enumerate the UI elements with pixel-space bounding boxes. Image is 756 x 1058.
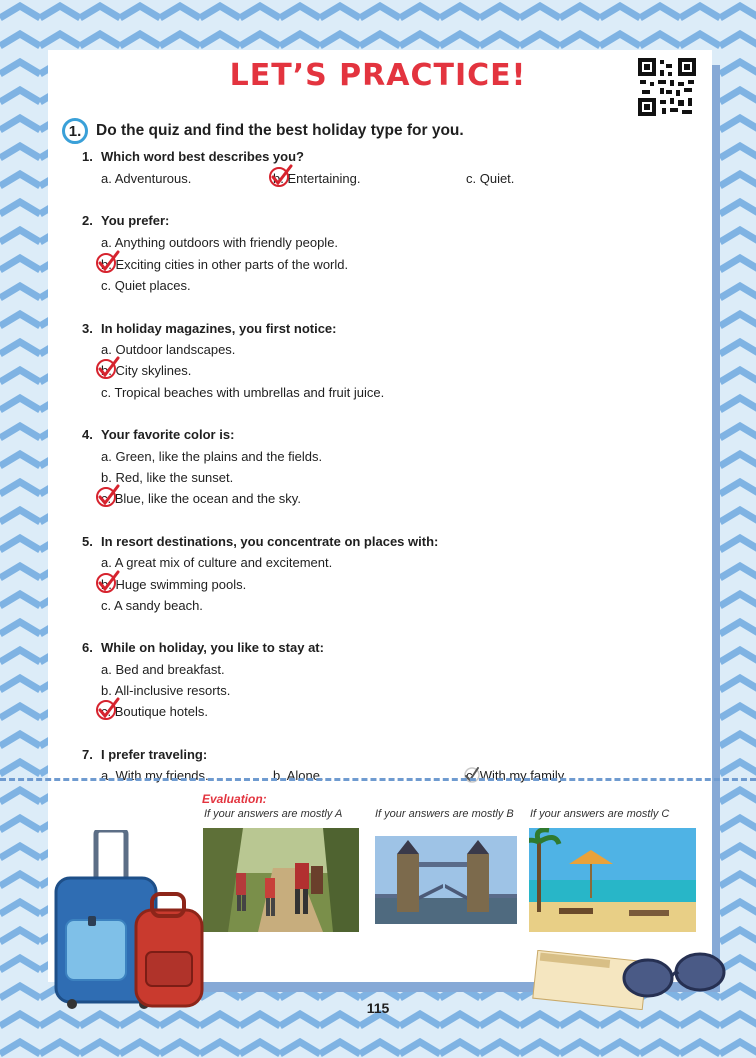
question-7-title: 7. I prefer traveling: — [82, 747, 208, 762]
q2-check-mark-icon — [94, 250, 120, 276]
q6-check-mark-icon — [94, 697, 120, 723]
q3-option-b[interactable]: b. City skylines. — [101, 363, 192, 378]
q5-option-c[interactable]: c. A sandy beach. — [101, 598, 203, 613]
q5-check-mark-icon — [94, 570, 120, 596]
q1-option-c[interactable]: c. Quiet. — [466, 171, 515, 186]
q4-option-c[interactable]: c. Blue, like the ocean and the sky. — [101, 491, 301, 506]
question-3-title: 3. In holiday magazines, you first notice: — [82, 321, 337, 336]
q5-option-b[interactable]: b. Huge swimming pools. — [101, 577, 247, 592]
q5-option-a[interactable]: a. A great mix of culture and excitement. — [101, 555, 333, 570]
question-2-title: 2. You prefer: — [82, 213, 170, 228]
q2-option-c[interactable]: c. Quiet places. — [101, 278, 191, 293]
q1-option-b[interactable]: b. Entertaining. — [273, 171, 361, 186]
q1-check-mark-icon — [267, 164, 293, 190]
tower-bridge-photo — [375, 828, 517, 932]
exercise-instruction — [62, 118, 464, 144]
evaluation-label-c: If your answers are mostly C — [530, 808, 670, 820]
q4-option-b[interactable]: b. Red, like the sunset. — [101, 470, 234, 485]
instruction-text: Do the quiz and find the best holiday type for you. — [96, 122, 464, 139]
suitcase-backpack-illustration — [48, 830, 208, 1010]
question-4-title: 4. Your favorite color is: — [82, 427, 235, 442]
exercise-number-badge: 1. — [62, 118, 88, 144]
question-1-title: 1. Which word best describes you? — [82, 149, 304, 164]
q2-option-a[interactable]: a. Anything outdoors with friendly people. — [101, 235, 339, 250]
q4-option-a[interactable]: a. Green, like the plains and the fields. — [101, 449, 323, 464]
q7-option-c[interactable]: c. With my family. — [466, 768, 567, 783]
dashed-route-line — [0, 778, 756, 781]
page-number: 115 — [366, 1000, 390, 1016]
qr-code-icon — [638, 58, 696, 116]
tropical-beach-photo — [529, 828, 696, 932]
question-5-title: 5. In resort destinations, you concentrate on places with: — [82, 534, 439, 549]
evaluation-label-a: If your answers are mostly A — [204, 808, 343, 820]
q7-option-a[interactable]: a. With my friends. — [101, 768, 209, 783]
q2-option-b[interactable]: b. Exciting cities in other parts of the world. — [101, 257, 349, 272]
page-title: LET’S PRACTICE! — [229, 58, 527, 93]
evaluation-title: Evaluation: — [202, 792, 267, 806]
q3-option-a[interactable]: a. Outdoor landscapes. — [101, 342, 236, 357]
q6-option-a[interactable]: a. Bed and breakfast. — [101, 662, 225, 677]
q3-option-c[interactable]: c. Tropical beaches with umbrellas and fruit juice. — [101, 385, 385, 400]
hikers-photo — [203, 828, 359, 932]
q4-check-mark-icon — [94, 484, 120, 510]
q7-check-mark-icon — [460, 762, 486, 788]
question-6-title: 6. While on holiday, you like to stay at: — [82, 640, 324, 655]
q6-option-c[interactable]: c. Boutique hotels. — [101, 704, 208, 719]
q3-check-mark-icon — [94, 356, 120, 382]
q6-option-b[interactable]: b. All-inclusive resorts. — [101, 683, 231, 698]
q1-option-a[interactable]: a. Adventurous. — [101, 171, 192, 186]
evaluation-label-b: If your answers are mostly B — [375, 808, 514, 820]
q7-option-b[interactable]: b. Alone. — [273, 768, 324, 783]
